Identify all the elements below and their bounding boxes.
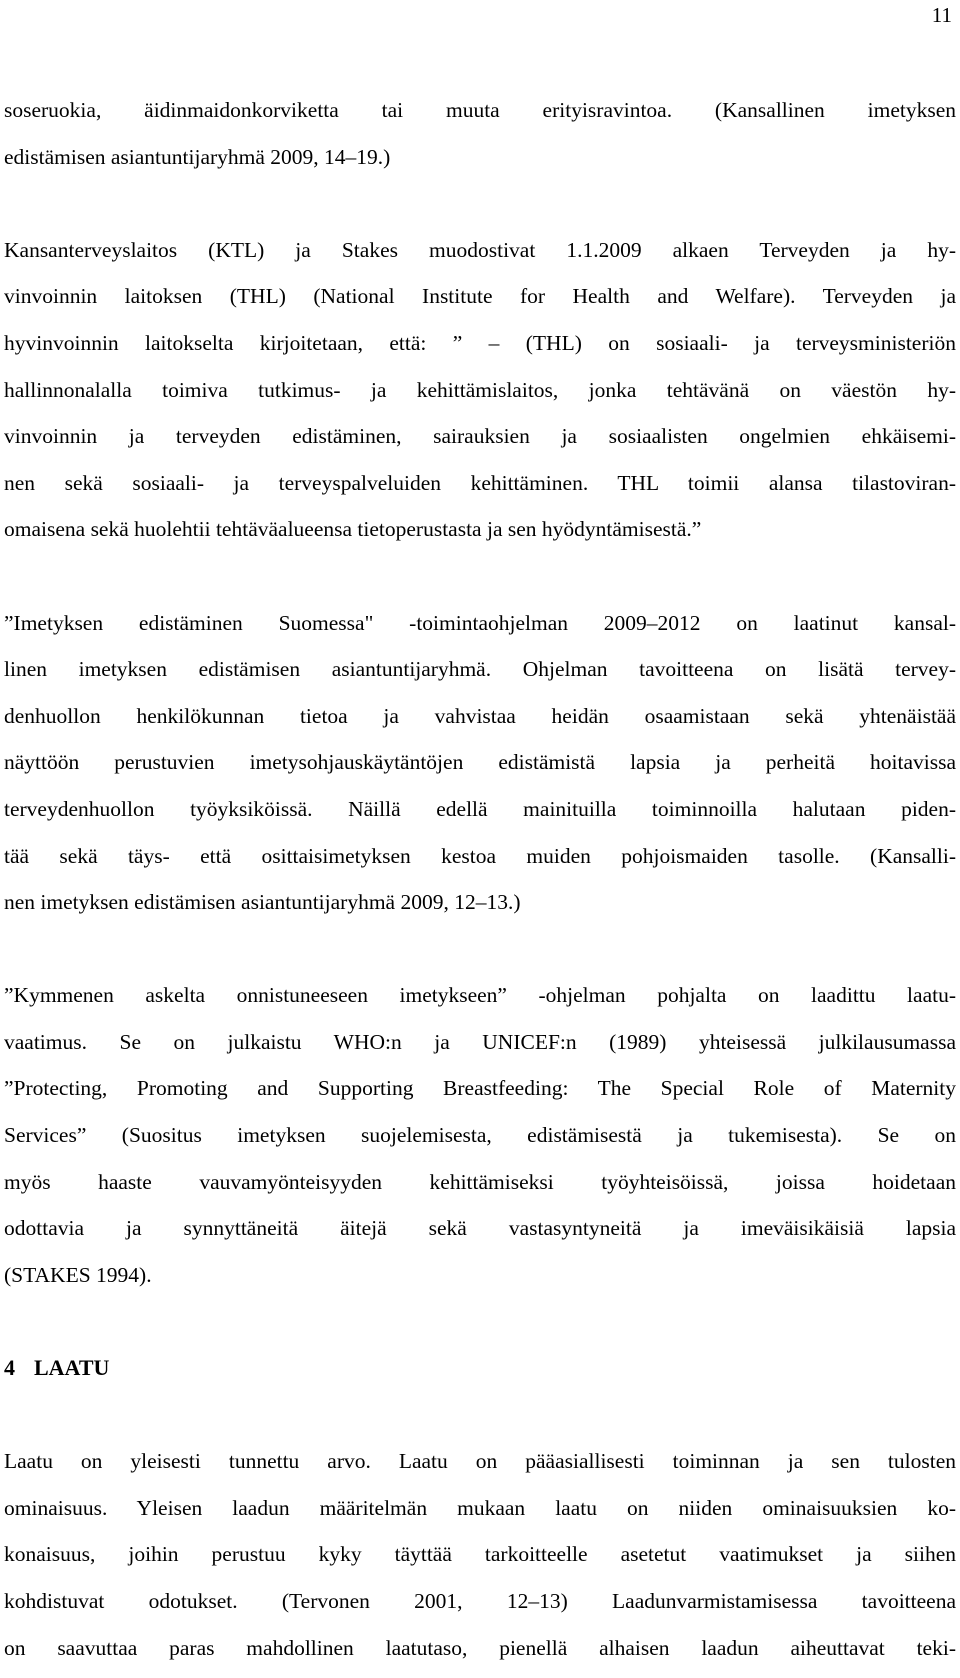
paragraph-spacer: [4, 1392, 956, 1439]
paragraph: [4, 600, 956, 926]
text-line: on saavuttaa paras mahdollinen laatutaso, pienellä alhaisen laadun aiheuttavat teki-: [4, 1635, 956, 1660]
text-line: linen imetyksen edistämisen asiantuntijaryhmä. Ohjelman tavoitteena on lisätä tervey-: [4, 657, 956, 682]
text-line: kohdistuvat odotukset. (Tervonen 2001, 12–13) Laadunvarmistamisessa tavoitteena: [4, 1589, 956, 1613]
text-line: denhuollon henkilökunnan tietoa ja vahvistaa heidän osaamistaan sekä yhtenäistää: [4, 703, 956, 728]
text-line: myös haaste vauvamyönteisyyden kehittämiseksi työyhteisöissä, joissa hoidetaan: [4, 1169, 956, 1194]
text-line: ”Imetyksen edistäminen Suomessa" -toimintaohjelman 2009–2012 on laatinut kansal-: [4, 610, 956, 635]
text-line: Services” (Suositus imetyksen suojelemisesta, edistämisestä ja tukemisesta). Se on: [4, 1123, 956, 1148]
text-line: nen sekä sosiaali- ja terveyspalveluiden kehittäminen. THL toimii alansa tilastoviran-: [4, 470, 956, 495]
document-body: [4, 87, 956, 1671]
paragraph: [4, 1438, 956, 1671]
text-line: terveydenhuollon työyksiköissä. Näillä edellä mainituilla toiminnoilla halutaan piden-: [4, 796, 956, 821]
page-number: 11: [931, 3, 952, 27]
paragraph-spacer: [4, 926, 956, 973]
text-line: odottavia ja synnyttäneitä äitejä sekä vastasyntyneitä ja imeväisikäisiä lapsia: [4, 1216, 956, 1241]
text-line: omaisena sekä huolehtii tehtäväalueensa tietoperustasta ja sen hyödyntämisestä.”: [4, 517, 702, 542]
text-line: Laatu on yleisesti tunnettu arvo. Laatu on pääasiallisesti toiminnan ja sen tulosten: [4, 1449, 956, 1474]
text-line: vaatimus. Se on julkaistu WHO:n ja UNICEF:n (1989) yhteisessä julkilausumassa: [4, 1029, 956, 1054]
text-line: hallinnonalalla toimiva tutkimus- ja kehittämislaitos, jonka tehtävänä on väestön hy-: [4, 377, 956, 402]
text-line: Kansanterveyslaitos (KTL) ja Stakes muodostivat 1.1.2009 alkaen Terveyden ja hy-: [4, 237, 956, 262]
paragraph: [4, 972, 956, 1298]
text-line: nen imetyksen edistämisen asiantuntijaryhmä 2009, 12–13.): [4, 890, 521, 915]
text-line: ”Kymmenen askelta onnistuneeseen imetykseen” -ohjelman pohjalta on laadittu laatu-: [4, 983, 956, 1008]
paragraph: [4, 227, 956, 553]
section-title: LAATU: [34, 1355, 110, 1381]
text-line: vinvoinnin laitoksen (THL) (National Institute for Health and Welfare). Terveyden ja: [4, 284, 956, 309]
text-line: (STAKES 1994).: [4, 1262, 152, 1287]
paragraph: [4, 87, 956, 180]
text-line: edistämisen asiantuntijaryhmä 2009, 14–19.): [4, 144, 391, 169]
text-line: tää sekä täys- että osittaisimetyksen kestoa muiden pohjoismaiden tasolle. (Kansalli-: [4, 843, 956, 868]
text-line: ominaisuus. Yleisen laadun määritelmän mukaan laatu on niiden ominaisuuksien ko-: [4, 1495, 956, 1520]
section-heading: [4, 1345, 956, 1392]
text-line: hyvinvoinnin laitokselta kirjoitetaan, että: ” – (THL) on sosiaali- ja terveysministeriön: [4, 330, 956, 355]
paragraph-spacer: [4, 553, 956, 600]
section-number: 4: [4, 1355, 15, 1381]
text-line: vinvoinnin ja terveyden edistäminen, sairauksien ja sosiaalisten ongelmien ehkäisemi-: [4, 424, 956, 449]
paragraph-spacer: [4, 180, 956, 227]
text-line: näyttöön perustuvien imetysohjauskäytäntöjen edistämistä lapsia ja perheitä hoitavissa: [4, 750, 956, 775]
text-line: konaisuus, joihin perustuu kyky täyttää tarkoitteelle asetetut vaatimukset ja siihen: [4, 1542, 956, 1567]
text-line: soseruokia, äidinmaidonkorviketta tai muuta erityisravintoa. (Kansallinen imetyksen: [4, 98, 956, 122]
paragraph-spacer: [4, 1298, 956, 1345]
text-line: ”Protecting, Promoting and Supporting Breastfeeding: The Special Role of Maternity: [4, 1076, 956, 1101]
